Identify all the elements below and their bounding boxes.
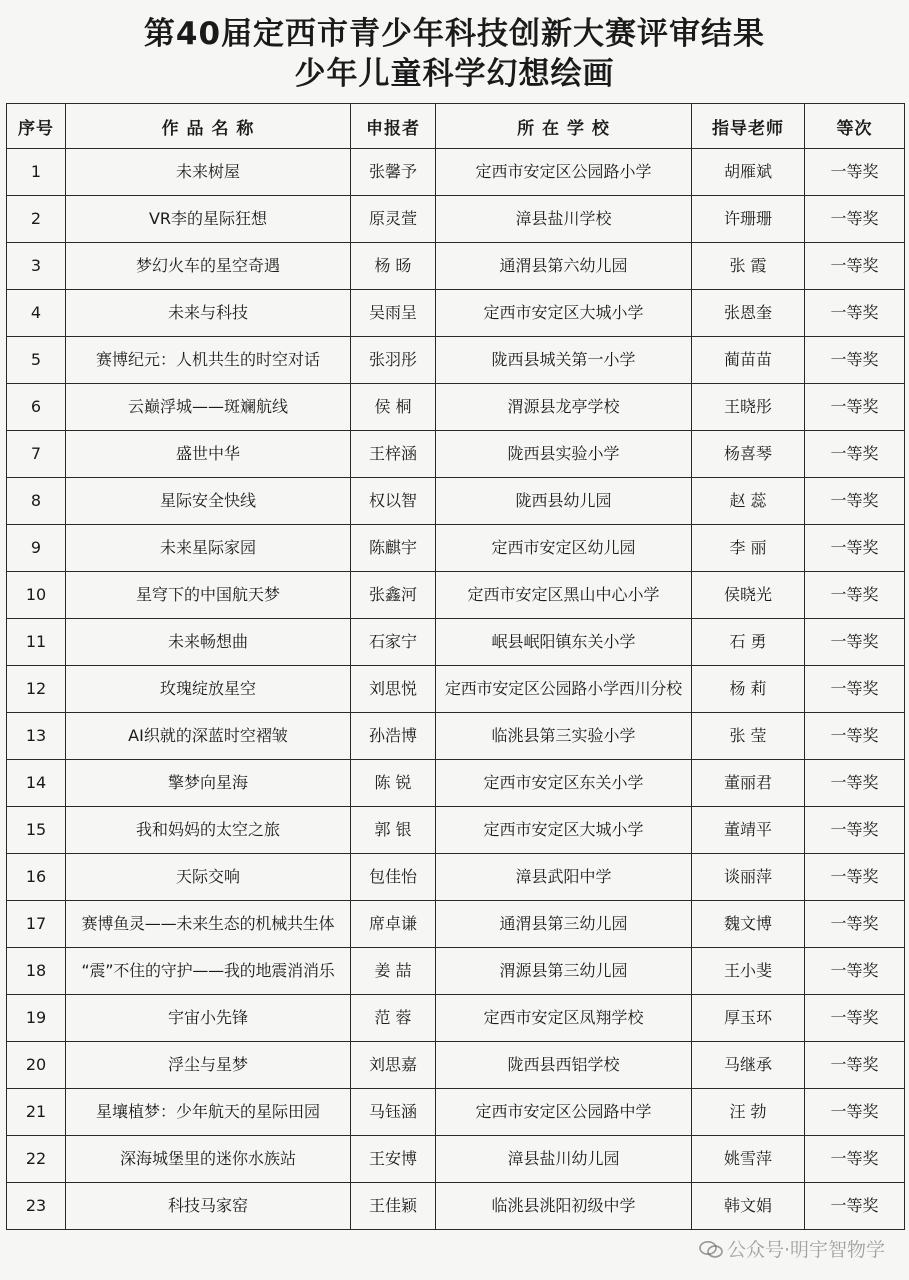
cell-applicant: 刘思悦 bbox=[351, 666, 436, 713]
cell-award: 一等奖 bbox=[805, 948, 905, 995]
cell-applicant: 王安博 bbox=[351, 1136, 436, 1183]
cell-advisor: 汪 勃 bbox=[692, 1089, 805, 1136]
cell-work-title: 玫瑰绽放星空 bbox=[66, 666, 351, 713]
title-line-1: 第40届定西市青少年科技创新大赛评审结果 bbox=[143, 16, 766, 52]
cell-school: 定西市安定区黑山中心小学 bbox=[436, 572, 692, 619]
cell-school: 陇西县幼儿园 bbox=[436, 478, 692, 525]
cell-school: 通渭县第六幼儿园 bbox=[436, 243, 692, 290]
cell-work-title: 未来畅想曲 bbox=[66, 619, 351, 666]
cell-applicant: 席卓谦 bbox=[351, 901, 436, 948]
cell-work-title: 未来星际家园 bbox=[66, 525, 351, 572]
cell-work-title: 梦幻火车的星空奇遇 bbox=[66, 243, 351, 290]
cell-work-title: 星壤植梦：少年航天的星际田园 bbox=[66, 1089, 351, 1136]
cell-award: 一等奖 bbox=[805, 666, 905, 713]
watermark-text: 公众号·明宇智物学 bbox=[726, 1239, 885, 1261]
cell-work-title: 星际安全快线 bbox=[66, 478, 351, 525]
cell-school: 定西市安定区大城小学 bbox=[436, 290, 692, 337]
cell-applicant: 孙浩博 bbox=[351, 713, 436, 760]
table-row bbox=[7, 572, 905, 619]
cell-work-title: 我和妈妈的太空之旅 bbox=[66, 807, 351, 854]
cell-advisor: 董靖平 bbox=[692, 807, 805, 854]
cell-index: 11 bbox=[7, 619, 66, 666]
cell-advisor: 赵 蕊 bbox=[692, 478, 805, 525]
cell-index: 15 bbox=[7, 807, 66, 854]
header-work-title: 作 品 名 称 bbox=[66, 104, 351, 149]
cell-school: 定西市安定区公园路小学西川分校 bbox=[436, 666, 692, 713]
cell-school: 漳县盐川学校 bbox=[436, 196, 692, 243]
cell-advisor: 厚玉环 bbox=[692, 995, 805, 1042]
cell-work-title: “震”不住的守护——我的地震消消乐 bbox=[66, 948, 351, 995]
cell-work-title: 擎梦向星海 bbox=[66, 760, 351, 807]
cell-school: 漳县武阳中学 bbox=[436, 854, 692, 901]
cell-applicant: 张鑫河 bbox=[351, 572, 436, 619]
header-school: 所 在 学 校 bbox=[436, 104, 692, 149]
cell-index: 5 bbox=[7, 337, 66, 384]
header-award: 等次 bbox=[805, 104, 905, 149]
cell-index: 1 bbox=[7, 149, 66, 196]
cell-school: 陇西县城关第一小学 bbox=[436, 337, 692, 384]
cell-advisor: 王晓彤 bbox=[692, 384, 805, 431]
cell-index: 18 bbox=[7, 948, 66, 995]
cell-advisor: 谈丽萍 bbox=[692, 854, 805, 901]
cell-advisor: 张恩奎 bbox=[692, 290, 805, 337]
cell-applicant: 王佳颖 bbox=[351, 1183, 436, 1230]
cell-advisor: 李 丽 bbox=[692, 525, 805, 572]
cell-index: 20 bbox=[7, 1042, 66, 1089]
cell-award: 一等奖 bbox=[805, 1089, 905, 1136]
cell-award: 一等奖 bbox=[805, 807, 905, 854]
cell-advisor: 石 勇 bbox=[692, 619, 805, 666]
table-row bbox=[7, 478, 905, 525]
cell-applicant: 王梓涵 bbox=[351, 431, 436, 478]
cell-school: 定西市安定区东关小学 bbox=[436, 760, 692, 807]
table-row bbox=[7, 243, 905, 290]
cell-school: 陇西县西铝学校 bbox=[436, 1042, 692, 1089]
cell-school: 定西市安定区公园路中学 bbox=[436, 1089, 692, 1136]
cell-work-title: VR李的星际狂想 bbox=[66, 196, 351, 243]
cell-school: 陇西县实验小学 bbox=[436, 431, 692, 478]
cell-school: 渭源县第三幼儿园 bbox=[436, 948, 692, 995]
table-row bbox=[7, 337, 905, 384]
cell-award: 一等奖 bbox=[805, 1183, 905, 1230]
page-title bbox=[0, 14, 909, 94]
cell-advisor: 许珊珊 bbox=[692, 196, 805, 243]
table-header-row bbox=[7, 104, 905, 149]
cell-applicant: 原灵萱 bbox=[351, 196, 436, 243]
header-applicant: 申报者 bbox=[351, 104, 436, 149]
cell-index: 7 bbox=[7, 431, 66, 478]
table-row bbox=[7, 1042, 905, 1089]
cell-work-title: AI织就的深蓝时空褶皱 bbox=[66, 713, 351, 760]
table-row bbox=[7, 713, 905, 760]
cell-index: 3 bbox=[7, 243, 66, 290]
table-row bbox=[7, 1089, 905, 1136]
cell-index: 8 bbox=[7, 478, 66, 525]
cell-work-title: 未来与科技 bbox=[66, 290, 351, 337]
cell-index: 6 bbox=[7, 384, 66, 431]
cell-index: 12 bbox=[7, 666, 66, 713]
cell-work-title: 浮尘与星梦 bbox=[66, 1042, 351, 1089]
cell-award: 一等奖 bbox=[805, 196, 905, 243]
cell-advisor: 张 霞 bbox=[692, 243, 805, 290]
cell-award: 一等奖 bbox=[805, 337, 905, 384]
cell-award: 一等奖 bbox=[805, 1042, 905, 1089]
cell-index: 14 bbox=[7, 760, 66, 807]
cell-award: 一等奖 bbox=[805, 760, 905, 807]
cell-index: 10 bbox=[7, 572, 66, 619]
cell-advisor: 马继承 bbox=[692, 1042, 805, 1089]
cell-applicant: 姜 喆 bbox=[351, 948, 436, 995]
table-row bbox=[7, 290, 905, 337]
header-index: 序号 bbox=[7, 104, 66, 149]
cell-work-title: 深海城堡里的迷你水族站 bbox=[66, 1136, 351, 1183]
cell-applicant: 郭 银 bbox=[351, 807, 436, 854]
cell-school: 定西市安定区幼儿园 bbox=[436, 525, 692, 572]
cell-applicant: 范 蓉 bbox=[351, 995, 436, 1042]
cell-award: 一等奖 bbox=[805, 854, 905, 901]
cell-index: 9 bbox=[7, 525, 66, 572]
cell-advisor: 董丽君 bbox=[692, 760, 805, 807]
cell-work-title: 未来树屋 bbox=[66, 149, 351, 196]
table-row bbox=[7, 525, 905, 572]
cell-award: 一等奖 bbox=[805, 1136, 905, 1183]
cell-index: 17 bbox=[7, 901, 66, 948]
cell-award: 一等奖 bbox=[805, 384, 905, 431]
cell-award: 一等奖 bbox=[805, 995, 905, 1042]
cell-applicant: 刘思嘉 bbox=[351, 1042, 436, 1089]
cell-advisor: 胡雁斌 bbox=[692, 149, 805, 196]
cell-award: 一等奖 bbox=[805, 572, 905, 619]
table-row bbox=[7, 431, 905, 478]
wechat-icon bbox=[699, 1241, 723, 1258]
cell-work-title: 赛博鱼灵——未来生态的机械共生体 bbox=[66, 901, 351, 948]
cell-work-title: 盛世中华 bbox=[66, 431, 351, 478]
table-row bbox=[7, 1183, 905, 1230]
cell-award: 一等奖 bbox=[805, 525, 905, 572]
cell-work-title: 云巅浮城——斑斓航线 bbox=[66, 384, 351, 431]
cell-index: 21 bbox=[7, 1089, 66, 1136]
cell-applicant: 杨 旸 bbox=[351, 243, 436, 290]
table-row bbox=[7, 149, 905, 196]
cell-applicant: 陈麒宇 bbox=[351, 525, 436, 572]
cell-school: 定西市安定区大城小学 bbox=[436, 807, 692, 854]
table-row bbox=[7, 854, 905, 901]
cell-applicant: 张羽彤 bbox=[351, 337, 436, 384]
cell-index: 16 bbox=[7, 854, 66, 901]
table-row bbox=[7, 901, 905, 948]
cell-work-title: 科技马家窑 bbox=[66, 1183, 351, 1230]
cell-award: 一等奖 bbox=[805, 901, 905, 948]
cell-school: 临洮县洮阳初级中学 bbox=[436, 1183, 692, 1230]
table-row bbox=[7, 760, 905, 807]
watermark bbox=[699, 1235, 885, 1262]
header-advisor: 指导老师 bbox=[692, 104, 805, 149]
cell-advisor: 姚雪萍 bbox=[692, 1136, 805, 1183]
table-row bbox=[7, 995, 905, 1042]
cell-applicant: 张馨予 bbox=[351, 149, 436, 196]
cell-advisor: 蔺苗苗 bbox=[692, 337, 805, 384]
cell-work-title: 天际交响 bbox=[66, 854, 351, 901]
cell-index: 2 bbox=[7, 196, 66, 243]
cell-school: 定西市安定区凤翔学校 bbox=[436, 995, 692, 1042]
cell-award: 一等奖 bbox=[805, 478, 905, 525]
table-row bbox=[7, 948, 905, 995]
cell-school: 渭源县龙亭学校 bbox=[436, 384, 692, 431]
cell-applicant: 权以智 bbox=[351, 478, 436, 525]
cell-index: 4 bbox=[7, 290, 66, 337]
cell-award: 一等奖 bbox=[805, 619, 905, 666]
cell-award: 一等奖 bbox=[805, 431, 905, 478]
cell-applicant: 吴雨呈 bbox=[351, 290, 436, 337]
cell-school: 通渭县第三幼儿园 bbox=[436, 901, 692, 948]
results-table bbox=[6, 103, 905, 1230]
cell-applicant: 包佳怡 bbox=[351, 854, 436, 901]
cell-work-title: 赛博纪元：人机共生的时空对话 bbox=[66, 337, 351, 384]
cell-award: 一等奖 bbox=[805, 713, 905, 760]
cell-advisor: 魏文博 bbox=[692, 901, 805, 948]
cell-applicant: 马钰涵 bbox=[351, 1089, 436, 1136]
title-line-2: 少年儿童科学幻想绘画 bbox=[294, 56, 615, 92]
cell-work-title: 星穹下的中国航天梦 bbox=[66, 572, 351, 619]
table-row bbox=[7, 1136, 905, 1183]
cell-advisor: 杨 莉 bbox=[692, 666, 805, 713]
cell-award: 一等奖 bbox=[805, 290, 905, 337]
cell-applicant: 石家宁 bbox=[351, 619, 436, 666]
cell-school: 临洮县第三实验小学 bbox=[436, 713, 692, 760]
table-row bbox=[7, 196, 905, 243]
cell-advisor: 杨喜琴 bbox=[692, 431, 805, 478]
cell-applicant: 陈 锐 bbox=[351, 760, 436, 807]
cell-index: 13 bbox=[7, 713, 66, 760]
cell-advisor: 侯晓光 bbox=[692, 572, 805, 619]
cell-work-title: 宇宙小先锋 bbox=[66, 995, 351, 1042]
cell-school: 岷县岷阳镇东关小学 bbox=[436, 619, 692, 666]
cell-advisor: 韩文娟 bbox=[692, 1183, 805, 1230]
table-row bbox=[7, 807, 905, 854]
cell-index: 22 bbox=[7, 1136, 66, 1183]
cell-award: 一等奖 bbox=[805, 149, 905, 196]
cell-advisor: 王小斐 bbox=[692, 948, 805, 995]
cell-index: 19 bbox=[7, 995, 66, 1042]
cell-school: 定西市安定区公园路小学 bbox=[436, 149, 692, 196]
table-row bbox=[7, 666, 905, 713]
table-row bbox=[7, 384, 905, 431]
cell-applicant: 侯 桐 bbox=[351, 384, 436, 431]
cell-award: 一等奖 bbox=[805, 243, 905, 290]
table-row bbox=[7, 619, 905, 666]
cell-index: 23 bbox=[7, 1183, 66, 1230]
cell-school: 漳县盐川幼儿园 bbox=[436, 1136, 692, 1183]
cell-advisor: 张 莹 bbox=[692, 713, 805, 760]
